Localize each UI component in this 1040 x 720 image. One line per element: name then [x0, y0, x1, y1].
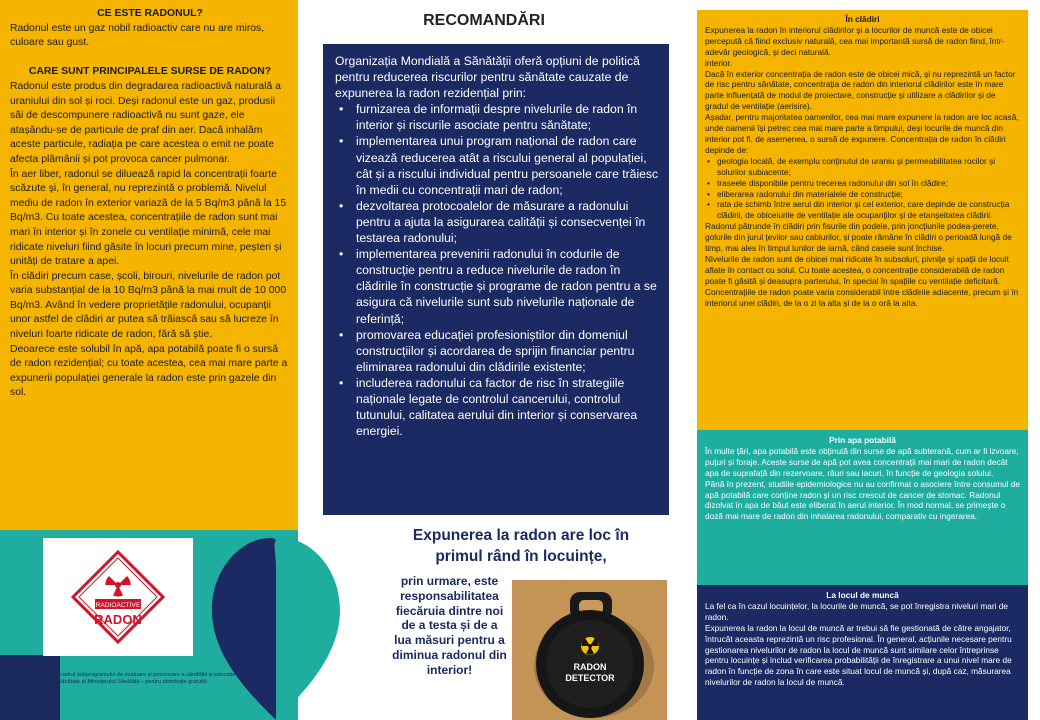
list-item: • traseele disponibile pentru trecerea radonului din sol în clădire;	[705, 178, 1020, 189]
paragraph-water-source: Deoarece este solubil în apă, apa potabilă poate fi o sursă de radon rezidențial; cu toate acestea, cea mai mare parte a expunerii populației generale la radon este prin gazele din sol.	[10, 343, 288, 399]
left-navy-corner	[0, 655, 60, 720]
buildings-heading: În clădiri	[845, 14, 880, 24]
buildings-paragraph-6: Nivelurile de radon sunt de obicei mai ridicate în subsoluri, pivnițe și spații de locuit aflate în contact cu solul. Cu toate acestea, o concentrație considerabilă de radon poate fi găsită și deasupra parterului, în special în spațiile cu ventilație deficitară. Concentrațiile de radon poate varia considerabil între clădirile adiacente, precum și în interiorul unei clădiri, de la o zi la alta și de la o oră la alta.	[705, 253, 1019, 308]
who-recommendations-box	[323, 44, 669, 515]
list-item: • furnizarea de informații despre nivelurile de radon în interior și riscurile asociate pentru sănătate;	[335, 101, 659, 133]
who-bullet-list	[335, 101, 659, 439]
page-title-recommendations: RECOMANDĂRI	[423, 12, 545, 29]
water-paragraph-2: Până în prezent, studiile epidemiologice nu au confirmat o asociere între consumul de apă potabilă care conține radon și un risc crescut de cancer de stomac. Radonul dizolvat în apa de băut este eliberat în aerul interior. În mod normal, se primește o doză mai mare de radon din inhalarea radonului, comparativ cu ingerarea.	[705, 478, 1021, 522]
detector-label-detector: DETECTOR	[565, 673, 615, 683]
radon-detector-icon	[512, 580, 667, 720]
logo-radon-text: RADON	[94, 612, 142, 627]
detector-label-radon: RADON	[573, 662, 607, 672]
radon-warning-sign-icon	[43, 538, 193, 656]
logo-radioactive-text: RADIOACTIVE	[95, 602, 141, 609]
radon-detector-photo	[512, 580, 667, 720]
radioactive-radon-logo	[43, 538, 193, 656]
workplace-paragraph-2: Expunerea la radon la locul de muncă ar trebui să fie gestionată de către angajator, întrucât aceasta reprezintă un risc profesional. În general, acțiunile necesare pentru gestionarea nivelurilor de radon la locul de muncă sunt similare celor întreprinse pentru locuințe și includ verificarea probabilității de înregistrare a unui nivel mare de radon în funcție de zona în care este situat locul de muncă și, după caz, măsurarea nivelurilor de radon la locul de muncă.	[705, 622, 1012, 688]
paragraph-what-is-radon: Radonul este un gaz nobil radioactiv care nu are miros, culoare sau gust.	[10, 22, 265, 49]
heart-graphic	[212, 538, 340, 720]
buildings-section	[697, 10, 1028, 430]
paragraph-outdoor-radon: În aer liber, radonul se diluează rapid la concentrații foarte scăzute și, în general, nu reprezintă o problemă. Nivelul mediu de radon în exterior variază de la 5 Bq/m3 până la 15 Bq/m3. Cu toate acestea, concentrațiile de radon sunt mai mari în interior și în zonele cu ventilație minimă, cele mai ridicate niveluri fiind găsite în locuri precum mine, peșteri și unități de tratare a apei.	[10, 168, 287, 268]
buildings-paragraph-4: Așadar, pentru majoritatea oamenilor, cea mai mare expunere la radon are loc acasă, unde oamenii își petrec cea mai mare parte a timpului, deși locurile de muncă din interior pot fi, de asemenea, o sursă de expunere. Concentrația de radon în clădiri depinde de:	[705, 112, 1019, 155]
list-item: • promovarea educației profesioniștilor din domeniul construcțiilor și acordarea de sprijin financiar pentru eliminarea radonului din clădirile existente;	[335, 327, 659, 375]
paragraph-radon-sources: Radonul este produs din degradarea radioactivă naturală a uraniului din sol și roci. Deși radonul este un gaz, produsii săi de descompunere radioactivă nu sunt gaze, ele atașându-se de particule de praf din aer. Dacă inhalăm aceste particule, radiația pe care acestea o emit ne poate afecta plămânii și pot provoca cancer pulmonar.	[10, 80, 281, 165]
buildings-paragraph-3: Dacă în exterior concentrația de radon este de obicei mică, și nu reprezintă un factor de risc pentru sănătate, concentrația de radon din interiorul clădirilor este în mare parte influențată de modul de proiectare, construcție și utilizare a clădirilor și de gradul de ventilație (aerisire).	[705, 68, 1016, 112]
workplace-paragraph-1: La fel ca în cazul locuințelor, la locurile de muncă, se pot înregistra niveluri mari de radon.	[705, 600, 1008, 622]
buildings-factor-list	[705, 156, 1020, 221]
list-item: • geologia locală, de exemplu conținutul de uraniu și permeabilitatea rocilor și solurilor subiacente;	[705, 156, 1020, 178]
list-item: • dezvoltarea protocoalelor de măsurare a radonului pentru a ajuta la asigurarea calității și consecvenței în testarea radonului;	[335, 198, 659, 246]
workplace-section	[697, 585, 1028, 720]
list-item: • eliberarea radonului din materialele de construcție;	[705, 189, 1020, 200]
buildings-paragraph-5: Radonul pătrunde în clădiri prin fisurile din podele, prin joncțiunile podea-perete, golurile din jurul țevilor sau cablurilor, și poate rămâne în clădiri o perioadă lungă de timp, mai ales în timpul lunilor de iarnă, când casele sunt închise.	[705, 221, 1012, 254]
list-item: • rata de schimb între aerul din interior și cel exterior, care depinde de construcția clădirii, de obiceiurile de ventilație ale ocupanților și de etanșeitatea clădirii.	[705, 199, 1020, 221]
water-paragraph-1: În multe țări, apa potabilă este obținută din surse de apă subterană, cum ar fi izvoare, puțuri și foraje. Aceste surse de apă pot avea concentrații mai mari de radon decât apa de suprafață din rezervoare, râuri sau lacuri, în funcție de geologia solului.	[705, 445, 1019, 478]
water-heading: Prin apa potabilă	[829, 435, 896, 445]
paragraph-indoor-radon: În clădiri precum case, școli, birouri, nivelurile de radon pot varia substanțial de la 10 Bq/m3 până la mai mult de 10 000 Bq/m3. Având în vedere proprietățile radonului, ocupanții unor astfel de clădiri ar putea să trăiască sau să lucreze în niveluri foarte ridicate de radon, fără să știe.	[10, 270, 287, 341]
list-item: • implementarea unui program național de radon care vizează reducerea atât a riscului general al populației, cât și a riscului individual pentru persoanele care trăiesc în medii cu concentrații mari de radon;	[335, 133, 659, 197]
exposure-heading: Expunerea la radon are loc în primul rând în locuințe,	[412, 527, 630, 565]
responsibility-text: prin urmare, este responsabilitatea fiecăruia dintre noi de a testa și de a lua măsuri pentru a diminua radonul din interior!	[392, 574, 507, 677]
list-item: • implementarea prevenirii radonului în codurile de construcție pentru a reduce nivelurile de radon în clădirile în construcție și programe de radon pentru a se asigura că nivelurile sunt sub nivelurile naționale de referință;	[335, 246, 659, 326]
workplace-heading: La locul de muncă	[826, 590, 899, 600]
left-panel	[0, 0, 298, 530]
heading-radon-sources: CARE SUNT PRINCIPALELE SURSE DE RADON?	[28, 66, 272, 78]
buildings-paragraph-1: Expunerea la radon în interiorul clădirilor și a locurilor de muncă este de obicei percepută că fiind exclusiv naturală, cea mai importantă sursă de radon fiind, într-adevăr geologică, și deci naturală.	[705, 24, 1005, 57]
drinking-water-section	[697, 430, 1028, 585]
buildings-paragraph-2: interior.	[705, 57, 733, 68]
footer-note: Material realizat în cadrul subprogramului de evaluare și promovare a sănătății și educație pentru sănătate al Ministerului Sănătății – pentru distribuție gratuită	[12, 672, 236, 686]
list-item: • includerea radonului ca factor de risc în strategiile naționale legate de controlul cancerului, controlul tutunului, calitatea aerului din interior și conservarea energiei.	[335, 375, 659, 439]
spacer	[10, 51, 290, 66]
heading-what-is-radon: CE ESTE RADONUL?	[97, 8, 203, 19]
who-intro: Organizația Mondială a Sănătății oferă opțiuni de politică pentru reducerea riscurilor pentru sănătate cauzate de expunerea la radon rezidențial prin:	[335, 54, 640, 101]
